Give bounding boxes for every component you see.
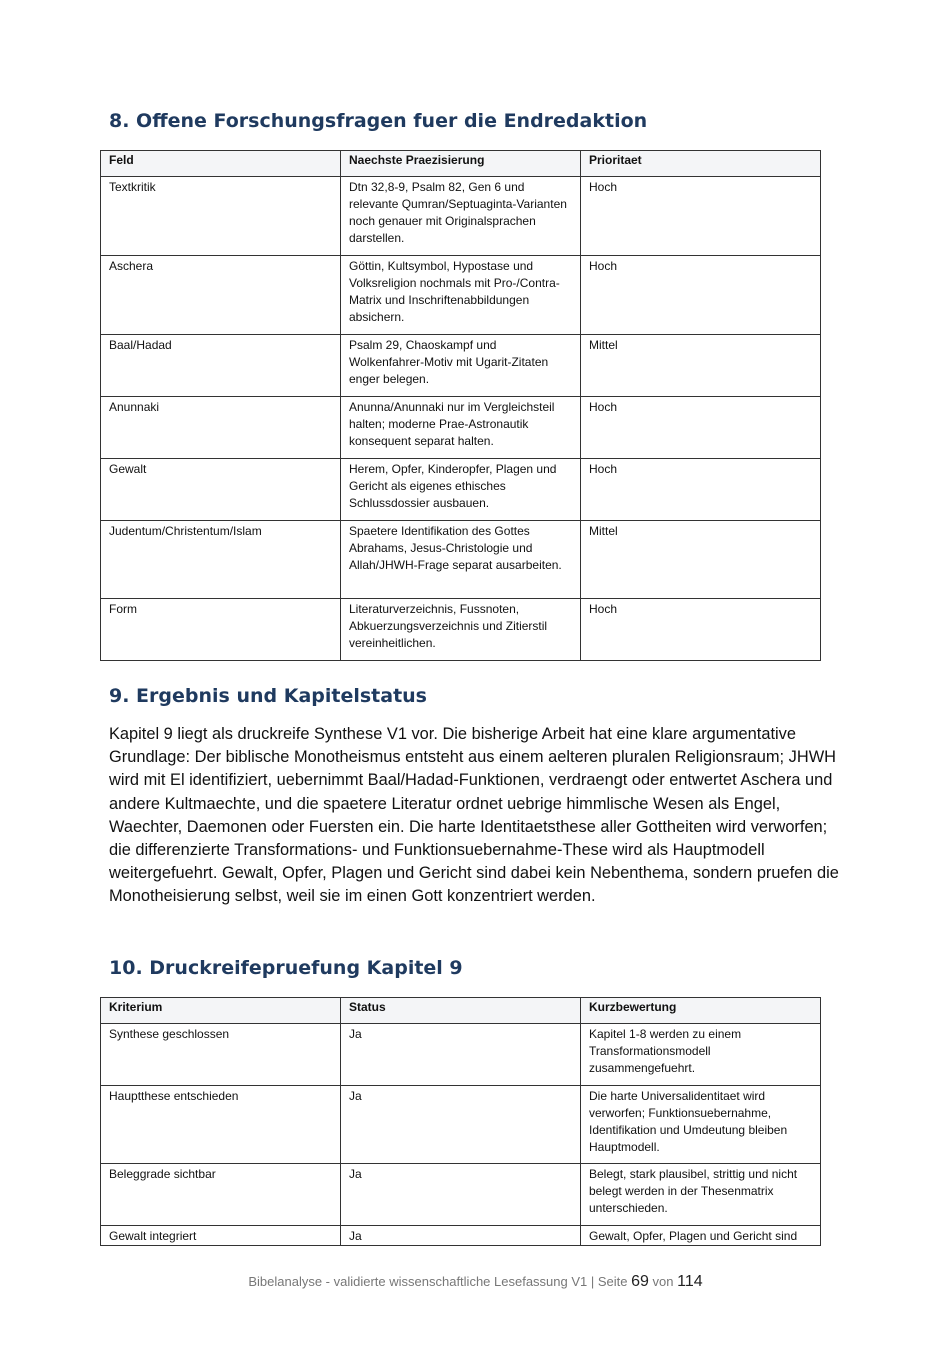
column-header-kriterium: Kriterium bbox=[101, 998, 341, 1024]
cell-precision: Göttin, Kultsymbol, Hypostase und Volksreligion nochmals mit Pro-/Contra-Matrix und Inschriftenabbildungen absichern. bbox=[341, 256, 581, 335]
page-footer bbox=[0, 1273, 951, 1291]
table-row bbox=[101, 177, 821, 256]
table-header-row bbox=[101, 151, 821, 177]
table-row bbox=[101, 1024, 821, 1086]
cell-field: Aschera bbox=[101, 256, 341, 335]
cell-precision: Literaturverzeichnis, Fussnoten, Abkuerzungsverzeichnis und Zitierstil vereinheitlichen. bbox=[341, 599, 581, 661]
section-10-heading: 10. Druckreifepruefung Kapitel 9 bbox=[109, 957, 463, 979]
footer-title: Bibelanalyse - validierte wissenschaftliche Lesefassung V1 | Seite bbox=[248, 1274, 628, 1289]
cell-priority: Mittel bbox=[581, 335, 821, 397]
print-readiness-table bbox=[100, 997, 821, 1246]
cell-status: Ja bbox=[341, 1024, 581, 1086]
footer-of: von bbox=[652, 1274, 674, 1289]
cell-precision: Dtn 32,8-9, Psalm 82, Gen 6 und relevante Qumran/Septuaginta-Varianten noch genauer mit Originalsprachen darstellen. bbox=[341, 177, 581, 256]
chapter-status-paragraph: Kapitel 9 liegt als druckreife Synthese V1 vor. Die bisherige Arbeit hat eine klare argumentative Grundlage: Der biblische Monotheismus entsteht aus einem aelteren pluralen Religionsraum; JHWH wird mit El identifiziert, uebernimmt Baal/Hadad-Funktionen, verdraengt oder entwertet Aschera und andere Kultmaechte, und die spaetere Literatur ordnet uebrige himmlische Wesen als Engel, Waechter, Daemonen oder Fuersten ein. Die harte Identitaetsthese aller Gottheiten wird verworfen; die differenzierte Transformations- und Funktionsuebernahme-These wird als Hauptmodell weitergefuehrt. Gewalt, Opfer, Plagen und Gericht sind dabei kein Nebenthema, sondern pruefen die Monotheisierung selbst, weil sie im einen Gott konzentriert werden. bbox=[109, 725, 839, 906]
cell-priority: Hoch bbox=[581, 599, 821, 661]
table-row bbox=[101, 1086, 821, 1164]
section-9-heading: 9. Ergebnis und Kapitelstatus bbox=[109, 685, 427, 707]
table-row bbox=[101, 335, 821, 397]
cell-field: Baal/Hadad bbox=[101, 335, 341, 397]
cell-priority: Hoch bbox=[581, 459, 821, 521]
cell-precision: Spaetere Identifikation des Gottes Abrahams, Jesus-Christologie und Allah/JHWH-Frage separat ausarbeiten. bbox=[341, 521, 581, 599]
cell-priority: Mittel bbox=[581, 521, 821, 599]
table-header-row bbox=[101, 998, 821, 1024]
page-number: 69 bbox=[631, 1273, 649, 1290]
column-header-status: Status bbox=[341, 998, 581, 1024]
research-questions-table bbox=[100, 150, 821, 661]
cell-field: Textkritik bbox=[101, 177, 341, 256]
table-row bbox=[101, 1164, 821, 1226]
cell-status: Ja bbox=[341, 1086, 581, 1164]
cell-priority: Hoch bbox=[581, 177, 821, 256]
table-row bbox=[101, 1226, 821, 1246]
cell-status: Ja bbox=[341, 1226, 581, 1246]
column-header-prioritaet: Prioritaet bbox=[581, 151, 821, 177]
table-row bbox=[101, 521, 821, 599]
cell-priority: Hoch bbox=[581, 256, 821, 335]
cell-criterion: Synthese geschlossen bbox=[101, 1024, 341, 1086]
cell-field: Anunnaki bbox=[101, 397, 341, 459]
cell-criterion: Gewalt integriert bbox=[101, 1226, 341, 1246]
column-header-kurzbewertung: Kurzbewertung bbox=[581, 998, 821, 1024]
cell-priority: Hoch bbox=[581, 397, 821, 459]
cell-field: Gewalt bbox=[101, 459, 341, 521]
cell-assessment: Gewalt, Opfer, Plagen und Gericht sind bbox=[581, 1226, 821, 1246]
table-row bbox=[101, 459, 821, 521]
cell-assessment: Belegt, stark plausibel, strittig und nicht belegt werden in der Thesenmatrix unterschieden. bbox=[581, 1164, 821, 1226]
column-header-praezisierung: Naechste Praezisierung bbox=[341, 151, 581, 177]
cell-status: Ja bbox=[341, 1164, 581, 1226]
page-total: 114 bbox=[677, 1273, 703, 1290]
column-header-feld: Feld bbox=[101, 151, 341, 177]
cell-criterion: Beleggrade sichtbar bbox=[101, 1164, 341, 1226]
cell-precision: Anunna/Anunnaki nur im Vergleichsteil halten; moderne Prae-Astronautik konsequent separat halten. bbox=[341, 397, 581, 459]
cell-field: Judentum/Christentum/Islam bbox=[101, 521, 341, 599]
cell-precision: Psalm 29, Chaoskampf und Wolkenfahrer-Motiv mit Ugarit-Zitaten enger belegen. bbox=[341, 335, 581, 397]
cell-field: Form bbox=[101, 599, 341, 661]
table-row bbox=[101, 397, 821, 459]
cell-assessment: Die harte Universalidentitaet wird verworfen; Funktionsuebernahme, Identifikation und Umdeutung bleiben Hauptmodell. bbox=[581, 1086, 821, 1164]
cell-precision: Herem, Opfer, Kinderopfer, Plagen und Gericht als eigenes ethisches Schlussdossier ausbauen. bbox=[341, 459, 581, 521]
cell-criterion: Hauptthese entschieden bbox=[101, 1086, 341, 1164]
table-row bbox=[101, 256, 821, 335]
section-8-heading: 8. Offene Forschungsfragen fuer die Endredaktion bbox=[109, 110, 648, 132]
cell-assessment: Kapitel 1-8 werden zu einem Transformationsmodell zusammengefuehrt. bbox=[581, 1024, 821, 1086]
table-row bbox=[101, 599, 821, 661]
